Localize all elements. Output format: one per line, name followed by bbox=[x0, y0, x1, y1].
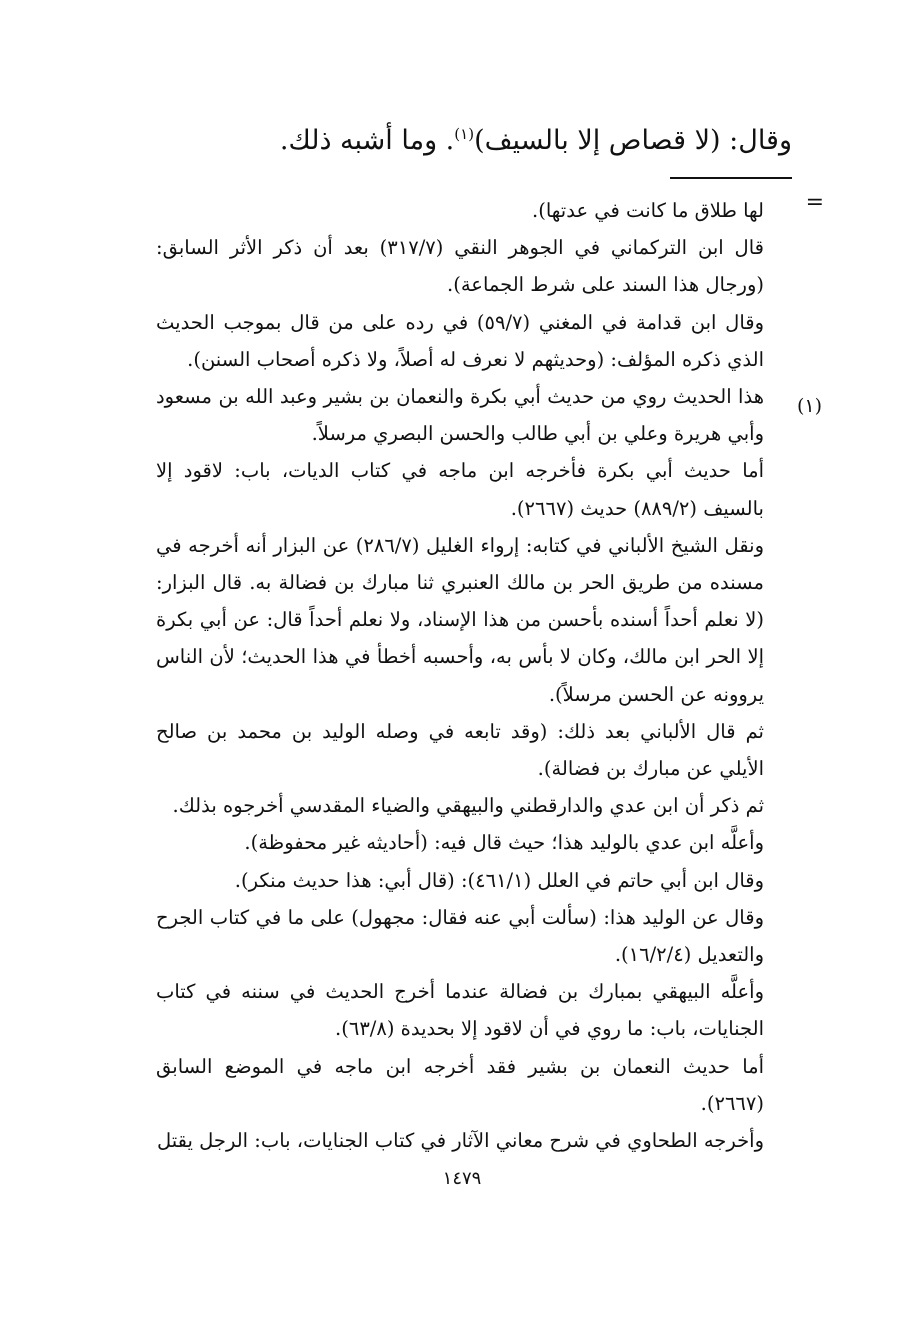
footnote-paragraph: وقال عن الوليد هذا: (سألت أبي عنه فقال: مجهول) على ما في كتاب الجرح والتعديل (١٦/٢/٤). bbox=[156, 905, 764, 967]
footnote-paragraph: وأعلَّه البيهقي بمبارك بن فضالة عندما أخرج الحديث في سننه في كتاب الجنايات، باب: ما روي في أن لاقود إلا بحديدة (٦٣/٨). bbox=[156, 980, 764, 1041]
footnote-paragraph: ثم قال الألباني بعد ذلك: (وقد تابعه في وصله الوليد بن محمد بن صالح الأيلي عن مبارك بن فضالة). bbox=[156, 719, 764, 781]
footnote-number: (١) bbox=[796, 395, 822, 417]
footnote-separator bbox=[670, 177, 792, 179]
main-text-quote: وقال: (لا قصاص إلا بالسيف) bbox=[474, 125, 792, 156]
footnote-paragraph: ثم ذكر أن ابن عدي والدارقطني والبيهقي والضياء المقدسي أخرجوه بذلك. bbox=[172, 794, 764, 818]
footnote-paragraph: أما حديث أبي بكرة فأخرجه ابن ماجه في كتاب الديات، باب: لاقود إلا بالسيف (٨٨٩/٢) حديث (٢٦٦٧). bbox=[156, 459, 764, 520]
footnote-reference: (١) bbox=[454, 125, 475, 143]
footnote-paragraph: أما حديث النعمان بن بشير فقد أخرجه ابن ماجه في الموضع السابق (٢٦٦٧). bbox=[156, 1054, 764, 1115]
main-text-line bbox=[152, 112, 792, 163]
footnote-paragraph: لها طلاق ما كانت في عدتها). bbox=[532, 199, 764, 222]
footnote-paragraph: وقال ابن قدامة في المغني (٥٩/٧) في رده على من قال بموجب الحديث الذي ذكره المؤلف: (وحديثهم لا نعرف له أصلاً، ولا ذكره أصحاب السنن). bbox=[156, 310, 765, 371]
footnote-continuation-marker: = bbox=[805, 190, 824, 215]
footnote-paragraph: هذا الحديث روي من حديث أبي بكرة والنعمان بن بشير وعبد الله بن مسعود وأبي هريرة وعلي بن أبي طالب والحسن البصري مرسلاً. bbox=[156, 385, 764, 446]
main-text-tail: . وما أشبه ذلك. bbox=[279, 125, 455, 156]
footnote-paragraph: قال ابن التركماني في الجوهر النقي (٣١٧/٧) بعد أن ذكر الأثر السابق: (ورجال هذا السند على شرط الجماعة). bbox=[156, 236, 764, 297]
footnote-paragraph: وأعلَّه ابن عدي بالوليد هذا؛ حيث قال فيه: (أحاديثه غير محفوظة). bbox=[244, 831, 764, 855]
footnote-paragraph: ونقل الشيخ الألباني في كتابه: إرواء الغليل (٢٨٦/٧) عن البزار أنه أخرجه في مسنده من طريق الحر بن مالك العنبري ثنا مبارك بن فضالة به. قال البزار: (لا نعلم أحداً أسنده بأحسن من هذا الإسناد، ولا نعلم أحداً قال: عن أبي بكرة إلا الحر ابن مالك، وكان لا بأس به، وأحسبه أخطأ في هذا الحديث؛ لأن الناس يروونه عن الحسن مرسلاً). bbox=[156, 533, 764, 706]
footnote-paragraph: وقال ابن أبي حاتم في العلل (٤٦١/١): (قال أبي: هذا حديث منكر). bbox=[234, 868, 764, 892]
footnote-paragraph: وأخرجه الطحاوي في شرح معاني الآثار في كتاب الجنايات، باب: الرجل يقتل bbox=[157, 1129, 764, 1153]
page-number: ١٤٧٩ bbox=[442, 1168, 482, 1189]
footnotes-block bbox=[156, 192, 764, 1159]
